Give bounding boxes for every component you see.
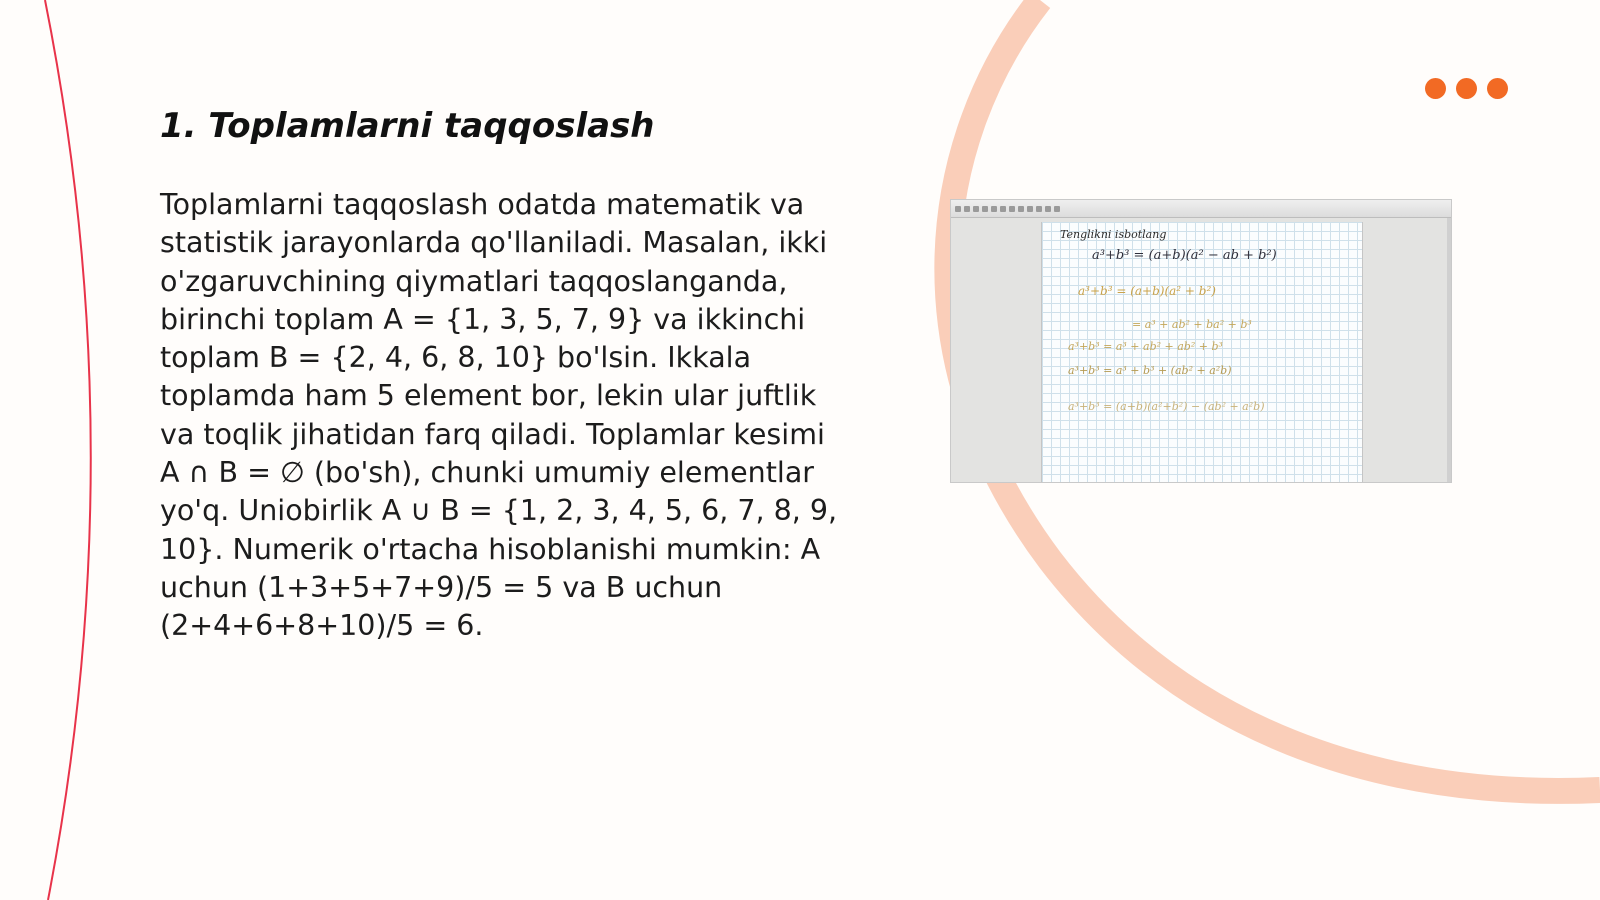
slide-body-text: Toplamlarni taqqoslash odatda matematik va statistik jarayonlarda qo'llaniladi. Masalan, ikki o'zgaruvchining qiymatlari taqqoslanganda, birinchi toplam A = {1, 3, 5, 7, 9} va ikkinchi toplam B = {2, 4, 6, 8, 10} bo'lsin. Ikkala toplamda ham 5 element bor, lekin ular juftlik va toqlik jihatidan farq qiladi. Toplamlar kesimi A ∩ B = ∅ (bo'sh), chunki umumiy elementlar yo'q. Uniobirlik A ∪ B = {1, 2, 3, 4, 5, 6, 7, 8, 9, 10}. Numerik o'rtacha hisoblanishi mumkin: A uchun (1+3+5+7+9)/5 = 5 va B uchun (2+4+6+8+10)/5 = 6.	[160, 188, 838, 643]
left-red-curve	[45, 0, 91, 900]
grid-paper	[1041, 222, 1363, 482]
handwritten-line: a³+b³ = (a+b)(a² − ab + b²)	[1092, 248, 1277, 263]
dot-icon	[1487, 78, 1508, 99]
toolbar-icon	[1000, 206, 1006, 212]
toolbar-icon	[1036, 206, 1042, 212]
toolbar-icon	[1045, 206, 1051, 212]
screenshot-toolbar	[951, 200, 1451, 218]
screenshot-scrollbar	[1447, 218, 1451, 482]
handwritten-heading: Tenglikni isbotlang	[1060, 228, 1167, 241]
toolbar-icon	[1018, 206, 1024, 212]
slide-title: 1. Toplamlarni taqqoslash	[160, 106, 655, 146]
toolbar-icon	[1009, 206, 1015, 212]
handwritten-line: = a³ + ab² + ba² + b³	[1132, 318, 1252, 331]
toolbar-icon	[1027, 206, 1033, 212]
handwritten-line: a³+b³ = a³ + b³ + (ab² + a²b)	[1068, 364, 1232, 377]
menu-dots	[1425, 78, 1515, 102]
toolbar-icon	[955, 206, 961, 212]
embedded-screenshot	[950, 199, 1452, 483]
toolbar-icon	[982, 206, 988, 212]
toolbar-icon	[1054, 206, 1060, 212]
toolbar-icon	[964, 206, 970, 212]
handwritten-line: a³+b³ = (a+b)(a²+b²) − (ab² + a²b)	[1068, 400, 1265, 413]
toolbar-icon	[973, 206, 979, 212]
dot-icon	[1456, 78, 1477, 99]
toolbar-icon	[991, 206, 997, 212]
dot-icon	[1425, 78, 1446, 99]
handwritten-line: a³+b³ = (a+b)(a² + b²)	[1078, 284, 1216, 298]
handwritten-line: a³+b³ = a³ + ab² + ab² + b³	[1068, 340, 1223, 353]
